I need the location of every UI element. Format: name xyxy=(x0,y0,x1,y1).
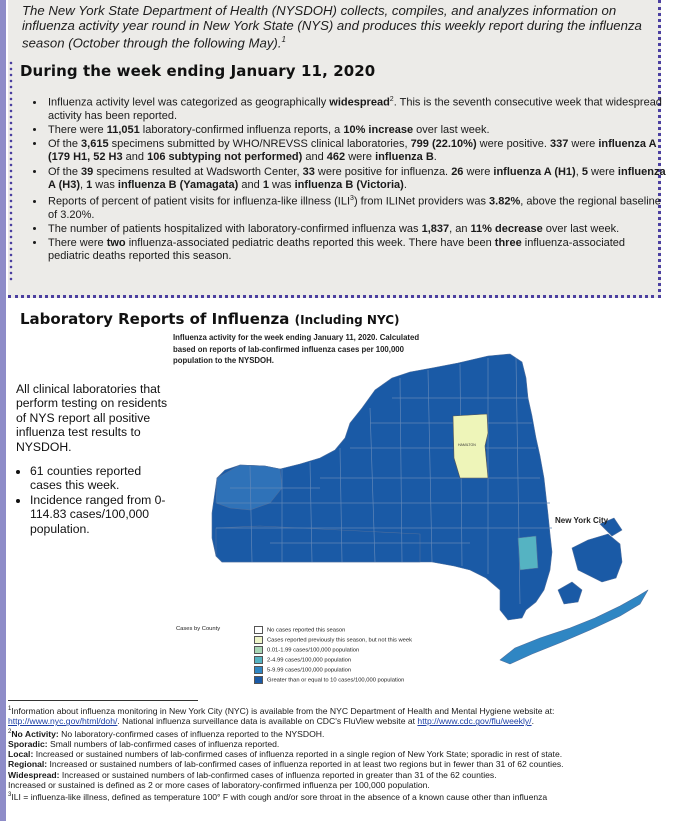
footnotes xyxy=(8,700,668,803)
nyc-doh-link[interactable]: http://www.nyc.gov/html/doh/ xyxy=(8,716,118,727)
lab-section-title: Laboratory Reports of Influenza (Including NYC) xyxy=(20,310,400,328)
legend-row: No cases reported this season xyxy=(254,626,345,634)
legend-swatch xyxy=(254,636,263,644)
footnote-sporadic: Sporadic: Small numbers of lab-confirmed cases of influenza reported. xyxy=(8,738,280,749)
map-county-dutchess xyxy=(518,536,538,570)
bullet-lab-reports: • There were 11,051 laboratory-confirmed influenza reports, a 10% increase over last week. xyxy=(46,124,666,137)
footnote-1: $^1$Information about influenza monitoring in New York City (NYC) is available from the NYC Department of Health and Mental Hygiene website at: http://www.nyc.gov/html/doh/. National influenza surveillance data is available on CDC's FluView website at http://www.cdc.gov/flu/weekly/. xyxy=(8,705,555,727)
bullet-activity-level: • Influenza activity level was categorized as geographically widespread$^2$. This is the seventh consecutive week that widespread activity has been reported. xyxy=(46,94,666,122)
footnote-local: Local: Increased or sustained numbers of lab-confirmed cases of influenza reported in a single region of New York State; sporadic in rest of state. xyxy=(8,749,563,760)
map-label-hamilton: HAMILTON xyxy=(458,443,476,447)
legend-row: 0.01-1.99 cases/100,000 population xyxy=(254,646,359,654)
footnote-3: $^3$ILI = influenza-like illness, defined as temperature 100° F with cough and/or sore throat in the absence of a known cause other than influenza xyxy=(8,792,548,803)
bullet-wadsworth: • Of the 39 specimens resulted at Wadsworth Center, 33 were positive for influenza. 26 were influenza A (H1), 5 were influenza A (H3), 1 was influenza B (Yamagata) and 1 was influenza B (Victoria). xyxy=(46,166,666,192)
bullet-clinical-labs: • Of the 3,615 specimens submitted by WHO/NREVSS clinical laboratories, 799 (22.10%) were positive. 337 were influenza A (179 H1, 52 H3 and 106 subtyping not performed) and 462 were influenza B. xyxy=(46,138,666,164)
legend-row: 2-4.99 cases/100,000 population xyxy=(254,656,351,664)
legend-swatch xyxy=(254,666,263,674)
footnote-widespread: Widespread: Increased or sustained numbers of lab-confirmed cases of influenza reported in greater than 31 of the 62 counties. xyxy=(8,769,497,780)
lab-side-bullets xyxy=(16,464,176,536)
bullet-ili: • Reports of percent of patient visits for influenza-like illness (ILI$^3$) from ILINet providers was 3.82%, above the regional baseline of 3.20%. xyxy=(46,193,666,221)
map-subtitle: Influenza activity for the week ending January 11, 2020. Calculated based on reports of lab-confirmed influenza cases per 100,000 population to the NYSDOH. xyxy=(173,333,420,365)
week-heading: During the week ending January 11, 2020 xyxy=(20,62,376,80)
lab-side-bullet: • Incidence ranged from 0-114.83 cases/100,000 population. xyxy=(30,493,176,536)
map-nyc-inset xyxy=(572,534,622,582)
footnote-regional: Regional: Increased or sustained numbers of lab-confirmed cases of influenza reported in at least two regions but in fewer than 31 of 62 counties. xyxy=(8,759,564,770)
intro-paragraph: The New York State Department of Health (NYSDOH) collects, compiles, and analyzes information on influenza activity year round in New York State (NYS) and produces this weekly report during the influenza season (October through the following May).$^1$ xyxy=(22,3,642,51)
map-nyc-staten xyxy=(558,582,582,604)
lab-side-text xyxy=(16,382,176,536)
legend-title: Cases by County xyxy=(176,626,221,632)
lab-side-bullet: • 61 counties reported cases this week. xyxy=(30,464,176,493)
legend-swatch xyxy=(254,646,263,654)
legend-row: Greater than or equal to 10 cases/100,000 population xyxy=(254,676,404,684)
footnote-2: $^2$No Activity: No laboratory-confirmed cases of influenza reported to the NYSDOH. xyxy=(8,728,325,739)
legend-swatch xyxy=(254,626,263,634)
bullet-pediatric-deaths: • There were two influenza-associated pediatric deaths reported this week. There have been three influenza-associated pediatric deaths reported this season. xyxy=(46,237,666,263)
legend-row: Cases reported previously this season, but not this week xyxy=(254,636,412,644)
footnote-increased: Increased or sustained is defined as 2 or more cases of laboratory-confirmed influenza per 100,000 population. xyxy=(8,780,430,791)
legend-row: 5-9.99 cases/100,000 population xyxy=(254,666,351,674)
left-accent-bar xyxy=(0,0,6,821)
lab-side-paragraph: All clinical laboratories that perform testing on residents of NYS report all positive influenza test results to NYSDOH. xyxy=(16,382,168,454)
footnote-rule xyxy=(8,700,198,701)
nyc-inset-label: New York City xyxy=(555,516,609,525)
legend-swatch xyxy=(254,676,263,684)
summary-bullets xyxy=(26,94,666,265)
dotted-border-left xyxy=(9,60,13,282)
bullet-hospitalized: • The number of patients hospitalized with laboratory-confirmed influenza was 1,837, an 11% decrease over last week. xyxy=(46,223,666,236)
legend-swatch xyxy=(254,656,263,664)
cdc-fluview-link[interactable]: http://www.cdc.gov/flu/weekly/ xyxy=(417,716,532,727)
